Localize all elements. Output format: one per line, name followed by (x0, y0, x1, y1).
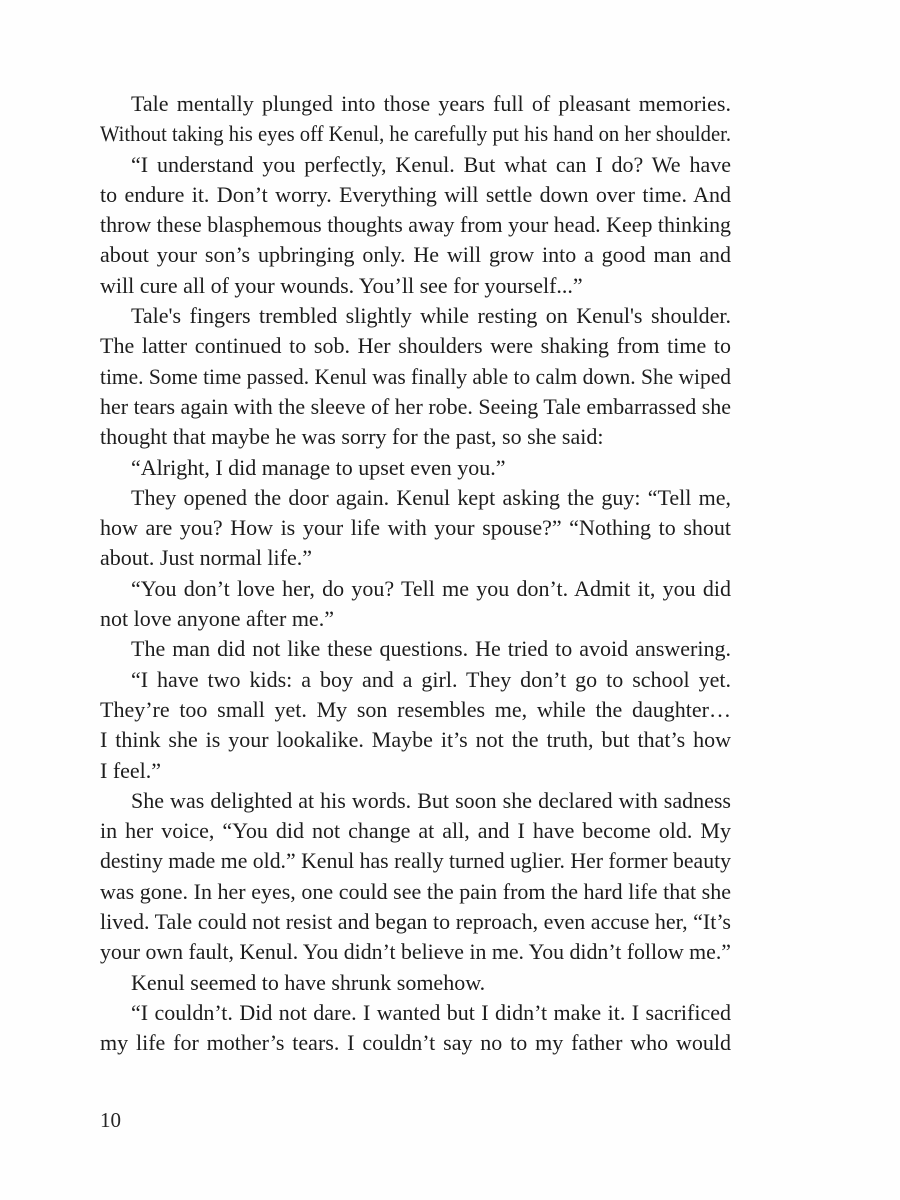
text-line: thought that maybe he was sorry for the past, so she said: (100, 424, 604, 450)
text-line: I think she is your lookalike. Maybe it’s not the truth, but that’s how (100, 727, 731, 753)
paragraph (100, 998, 731, 1059)
text-line: The man did not like these questions. He tried to avoid answering. (131, 636, 731, 662)
text-line: in her voice, “You did not change at all, and I have become old. My (100, 818, 731, 844)
text-line: I feel.” (100, 757, 162, 783)
text-line: not love anyone after me.” (100, 606, 334, 632)
text-line: lived. Tale could not resist and began to reproach, even accuse her, “It’s (100, 909, 731, 935)
text-line: my life for mother’s tears. I couldn’t say no to my father who would (100, 1030, 731, 1056)
text-line: destiny made me old.” Kenul has really turned uglier. Her former beauty (100, 848, 731, 874)
paragraph (100, 150, 731, 301)
text-line: “I have two kids: a boy and a girl. They don’t go to school yet. (131, 666, 731, 692)
text-line: about. Just normal life.” (100, 545, 313, 571)
text-line: her tears again with the sleeve of her robe. Seeing Tale embarrassed she (100, 393, 731, 419)
paragraph (100, 89, 731, 150)
text-line: Kenul seemed to have shrunk somehow. (131, 969, 486, 995)
text-line: to endure it. Don’t worry. Everything will settle down over time. And (100, 181, 731, 207)
text-line: Tale mentally plunged into those years full of pleasant memories. (131, 91, 731, 116)
text-line: time. Some time passed. Kenul was finally able to calm down. She wiped (100, 363, 731, 389)
text-line: Without taking his eyes off Kenul, he carefully put his hand on her shoulder. (100, 121, 731, 147)
paragraph (100, 634, 731, 664)
paragraph (100, 968, 731, 998)
text-line: how are you? How is your life with your spouse?” “Nothing to shout (100, 515, 731, 541)
paragraph (100, 453, 731, 483)
text-line: “I couldn’t. Did not dare. I wanted but I didn’t make it. I sacrificed (131, 999, 731, 1025)
text-line: “I understand you perfectly, Kenul. But what can I do? We have (131, 151, 731, 177)
text-line: throw these blasphemous thoughts away from your head. Keep thinking (100, 212, 731, 238)
text-line: your own fault, Kenul. You didn’t believe in me. You didn’t follow me.” (100, 939, 731, 965)
text-line: about your son’s upbringing only. He will grow into a good man and (100, 242, 731, 268)
paragraph (100, 301, 731, 452)
paragraph (100, 786, 731, 968)
text-line: “Alright, I did manage to upset even you.” (131, 454, 506, 480)
page-number: 10 (100, 1108, 121, 1132)
text-line: was gone. In her eyes, one could see the pain from the hard life that she (100, 878, 731, 904)
paragraph (100, 483, 731, 574)
text-line: Tale's fingers trembled slightly while resting on Kenul's shoulder. (131, 303, 731, 329)
text-line: They’re too small yet. My son resembles me, while the daughter… (100, 696, 731, 722)
text-line: “You don’t love her, do you? Tell me you don’t. Admit it, you did (131, 575, 731, 601)
text-line: They opened the door again. Kenul kept asking the guy: “Tell me, (131, 484, 731, 510)
paragraph (100, 574, 731, 635)
text-line: will cure all of your wounds. You’ll see for yourself...” (100, 272, 583, 298)
paragraph (100, 665, 731, 786)
body-text (100, 89, 731, 1059)
text-line: The latter continued to sob. Her shoulders were shaking from time to (100, 333, 731, 359)
text-line: She was delighted at his words. But soon she declared with sadness (131, 787, 731, 813)
